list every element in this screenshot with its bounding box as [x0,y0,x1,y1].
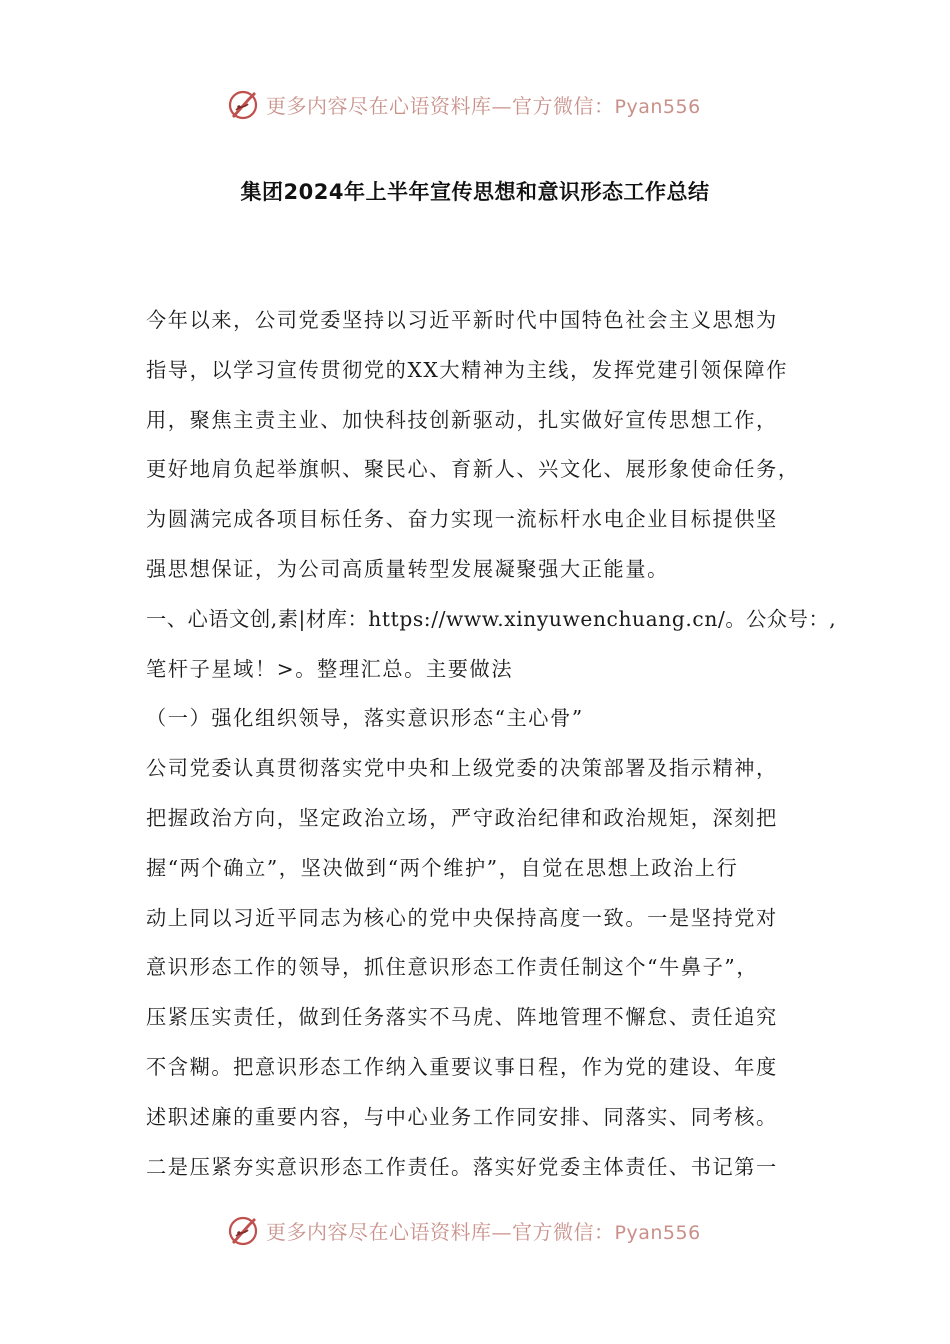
section-heading-line: 笔杆子星域！>。整理汇总。主要做法 [146,656,514,681]
body-line: 用，聚焦主责主业、加快科技创新驱动，扎实做好宣传思想工作， [146,407,778,432]
body-line: 述职述廉的重要内容，与中心业务工作同安排、同落实、同考核。 [146,1104,778,1129]
body-line: 意识形态工作的领导，抓住意识形态工作责任制这个“牛鼻子”， [146,955,759,980]
body-line: 动上同以习近平同志为核心的党中央保持高度一致。一是坚持党对 [146,905,778,930]
watermark-text-cn: 更多内容尽在心语资料库—官方微信： [266,1219,615,1244]
watermark-text [266,1216,701,1245]
watermark-wechat-id: Pyan556 [614,1221,701,1244]
body-line: 更好地肩负起举旗帜、聚民心、育新人、兴文化、展形象使命任务， [146,457,800,482]
body-line: 压紧压实责任，做到任务落实不马虎、阵地管理不懈怠、责任追究 [146,1005,778,1030]
document-body [146,296,837,1192]
watermark-banner-bottom [226,1210,701,1250]
watermark-banner-top [226,84,701,124]
watermark-text [266,90,701,119]
body-line: 不含糊。把意识形态工作纳入重要议事日程，作为党的建设、年度 [146,1054,778,1079]
section-heading-line: 一、心语文创,素|材库：https://www.xinyuwenchuang.cn/。公众号：, [146,606,837,631]
body-line: 握“两个确立”，坚决做到“两个维护”，自觉在思想上政治上行 [146,855,739,880]
document-title: 集团2024年上半年宣传思想和意识形态工作总结 [240,180,710,204]
body-line: 指导，以学习宣传贯彻党的XX大精神为主线，发挥党建引领保障作 [146,357,788,382]
body-line: 强思想保证，为公司高质量转型发展凝聚强大正能量。 [146,556,669,581]
subsection-heading: （一）强化组织领导，落实意识形态“主心骨” [146,706,584,731]
body-line: 二是压紧夯实意识形态工作责任。落实好党委主体责任、书记第一 [146,1154,778,1179]
body-line: 为圆满完成各项目标任务、奋力实现一流标杆水电企业目标提供坚 [146,507,778,532]
pen-nib-logo-icon [226,86,262,122]
body-line: 今年以来，公司党委坚持以习近平新时代中国特色社会主义思想为 [146,308,778,332]
pen-nib-logo-icon [226,1212,262,1248]
watermark-wechat-id: Pyan556 [614,95,701,118]
body-line: 公司党委认真贯彻落实党中央和上级党委的决策部署及指示精神， [146,756,778,781]
watermark-text-cn: 更多内容尽在心语资料库—官方微信： [266,93,615,118]
body-line: 把握政治方向，坚定政治立场，严守政治纪律和政治规矩，深刻把 [146,805,778,830]
